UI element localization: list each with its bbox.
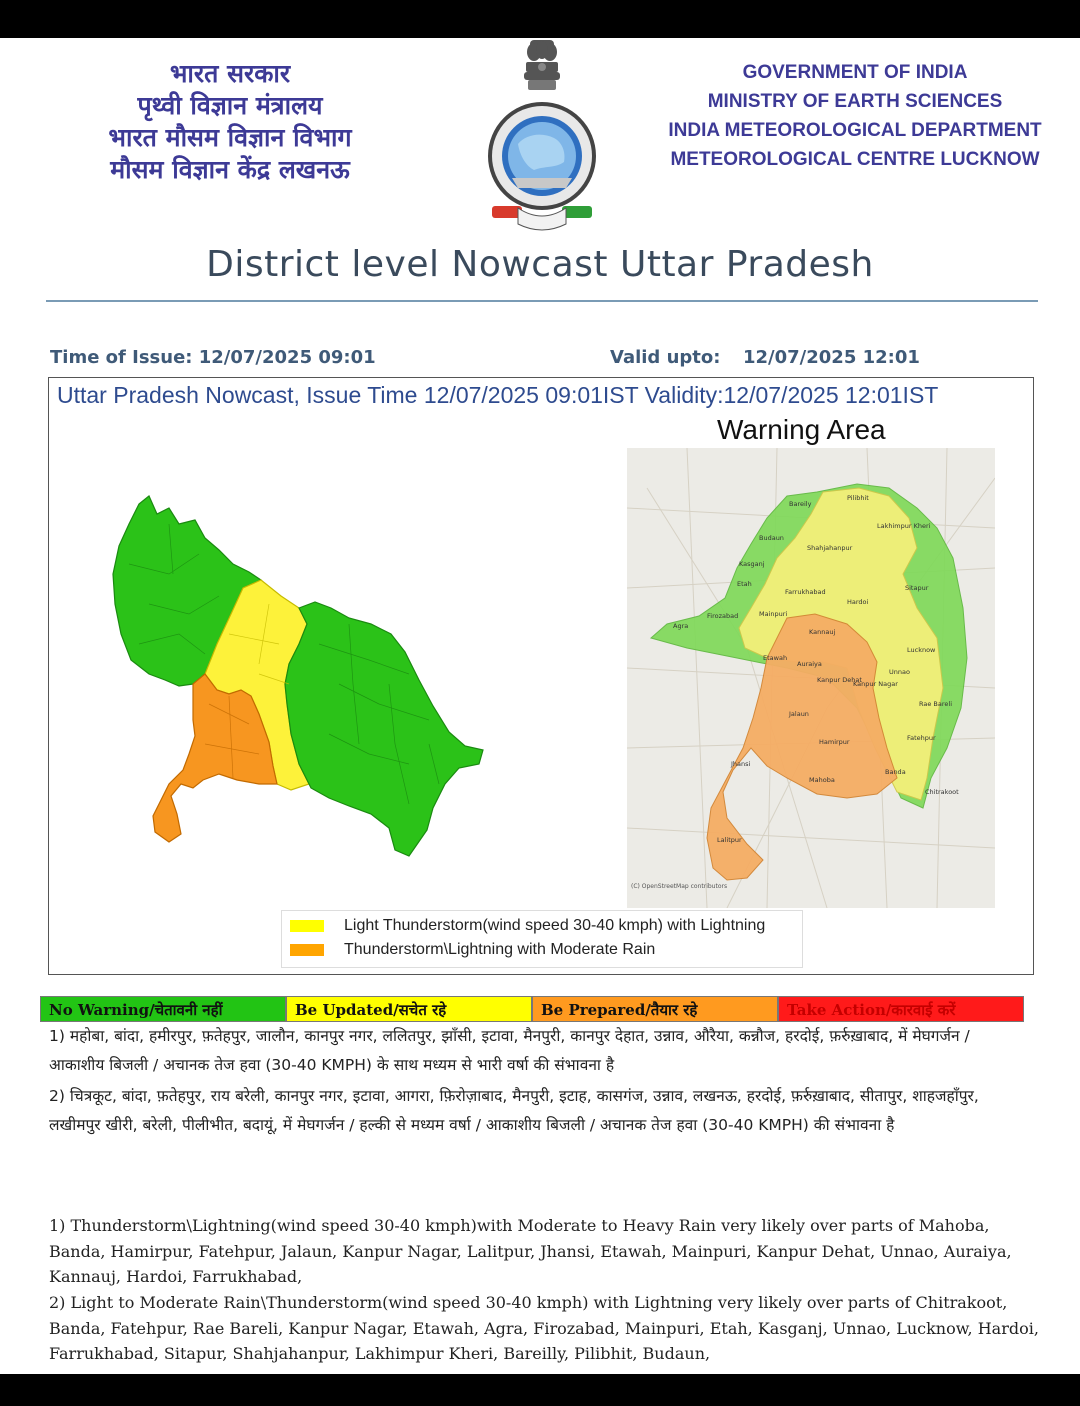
nowcast-map-panel — [48, 377, 1034, 975]
english-header-line: METEOROLOGICAL CENTRE LUCKNOW — [670, 149, 1040, 170]
place-label: Hamirpur — [819, 738, 850, 746]
english-header — [640, 58, 1070, 174]
imd-emblem-logo — [482, 38, 602, 234]
hindi-header-line: भारत सरकार — [169, 59, 291, 88]
warning-area-title: Warning Area — [717, 414, 886, 445]
place-label: Etah — [737, 580, 752, 588]
status-no-warning: No Warning/चेतावनी नहीं — [40, 996, 286, 1022]
english-header-line: INDIA METEOROLOGICAL DEPARTMENT — [668, 120, 1042, 141]
hindi-warning-1: 1) महोबा, बांदा, हमीरपुर, फ़तेहपुर, जालौन, कानपुर नगर, ललितपुर, झाँसी, इटावा, मैनपुरी, कानपुर देहात, उन्नाव, औरैया, कन्नौज, हरदोई, फ़र्रुख़ाबाद, में मेघगर्जन / आकाशीय बिजली / अचानक तेज हवा (30-40 KMPH) के साथ मध्यम से भारी वर्षा की संभावना है — [49, 1027, 970, 1074]
hindi-header — [60, 58, 400, 186]
place-label: Fatehpur — [907, 734, 936, 742]
place-label: Etawah — [763, 654, 788, 662]
place-label: Kasganj — [739, 560, 765, 568]
title-divider — [46, 300, 1038, 302]
place-label: Kanpur Dehat — [817, 676, 862, 684]
warning-area-osm-map — [627, 448, 995, 908]
osm-credit: (C) OpenStreetMap contributors — [631, 883, 728, 890]
map-legend — [281, 910, 803, 968]
green-region-east — [285, 602, 483, 856]
place-label: Auraiya — [797, 660, 822, 668]
place-label: Lakhimpur Kheri — [877, 522, 931, 530]
place-label: Banda — [885, 768, 906, 776]
place-label: Chitrakoot — [925, 788, 959, 796]
legend-label: Thunderstorm\Lightning with Moderate Rain — [344, 941, 656, 958]
map-header: Uttar Pradesh Nowcast, Issue Time 12/07/2025 09:01IST Validity:12/07/2025 12:01IST — [57, 382, 939, 408]
document-title: District level Nowcast Uttar Pradesh — [206, 244, 874, 285]
nowcast-document — [0, 38, 1080, 1374]
issue-time: Time of Issue: 12/07/2025 09:01 — [50, 347, 376, 368]
status-take-action: Take Action/कारवाई करें — [778, 996, 1024, 1022]
valid-upto-value: 12/07/2025 12:01 — [743, 347, 920, 368]
status-be-updated: Be Updated/सचेत रहे — [286, 996, 532, 1022]
place-label: Unnao — [889, 668, 910, 676]
place-label: Bareily — [789, 500, 812, 508]
place-label: Pilibhit — [847, 494, 869, 502]
hindi-header-line: मौसम विज्ञान केंद्र लखनऊ — [110, 155, 350, 184]
place-label: Sitapur — [905, 584, 929, 592]
place-label: Mainpuri — [759, 610, 788, 618]
legend-label: Light Thunderstorm(wind speed 30-40 kmph) with Lightning — [344, 917, 766, 934]
english-header-line: GOVERNMENT OF INDIA — [742, 62, 968, 83]
place-label: Rae Bareli — [919, 700, 953, 708]
place-label: Budaun — [759, 534, 784, 542]
legend-item-thunderstorm-moderate-rain — [290, 939, 655, 961]
legend-swatch-yellow — [290, 920, 324, 932]
place-label: Shahjahanpur — [807, 544, 853, 552]
place-label: Farrukhabad — [785, 588, 826, 596]
hindi-header-line: पृथ्वी विज्ञान मंत्रालय — [137, 91, 323, 120]
place-label: Jalaun — [789, 710, 809, 718]
place-label: Kanpur Nagar — [853, 680, 898, 688]
hindi-header-line: भारत मौसम विज्ञान विभाग — [108, 123, 352, 152]
uttar-pradesh-district-map — [109, 484, 509, 864]
place-label: Lucknow — [907, 646, 936, 654]
hindi-warning-2: 2) चित्रकूट, बांदा, फ़तेहपुर, राय बरेली, कानपुर नगर, इटावा, आगरा, फ़िरोज़ाबाद, मैनपुरी, इटाह, कासगंज, उन्नाव, लखनऊ, हरदोई, फ़र्रुख़ाबाद, सीतापुर, शाहजहाँपुर, लखीमपुर खीरी, बरेली, पीलीभीत, बदायूं, में मेघगर्जन / हल्की से मध्यम वर्षा / आकाशीय बिजली / अचानक तेज हवा (30-40 KMPH) की संभावना है — [49, 1087, 979, 1134]
place-label: Hardoi — [847, 598, 869, 606]
english-warning-1: 1) Thunderstorm\Lightning(wind speed 30-40 kmph)with Moderate to Heavy Rain very likely over parts of Mahoba, Banda, Hamirpur, Fatehpur, Jalaun, Kanpur Nagar, Lalitpur, Jhansi, Etawah, Mainpuri, Kanpur Dehat, Unnao, Auraiya, Kannauj, Hardoi, Farrukhabad, — [49, 1216, 1012, 1286]
valid-upto-label: Valid upto: — [610, 347, 721, 368]
place-label: Agra — [673, 622, 689, 630]
english-header-line: MINISTRY OF EARTH SCIENCES — [707, 91, 1003, 112]
status-be-prepared: Be Prepared/तैयार रहे — [532, 996, 778, 1022]
warning-level-bar — [40, 996, 1024, 1022]
english-warning-2: 2) Light to Moderate Rain\Thunderstorm(wind speed 30-40 kmph) with Lightning very likely over parts of Chitrakoot, Banda, Fatehpur, Rae Bareli, Kanpur Nagar, Etawah, Agra, Firozabad, Mainpuri, Etah, Kasganj, Unnao, Lucknow, Hardoi, Farrukhabad, Sitapur, Shahjahanpur, Lakhimpur Kheri, Bareilly, Pilibhit, Budaun, — [49, 1293, 1039, 1363]
place-label: Mahoba — [809, 776, 835, 784]
place-label: Kannauj — [809, 628, 836, 636]
legend-swatch-orange — [290, 944, 324, 956]
legend-item-light-thunderstorm — [290, 915, 765, 937]
place-label: Firozabad — [707, 612, 739, 620]
place-label: Lalitpur — [717, 836, 742, 844]
place-label: Jhansi — [731, 760, 751, 768]
